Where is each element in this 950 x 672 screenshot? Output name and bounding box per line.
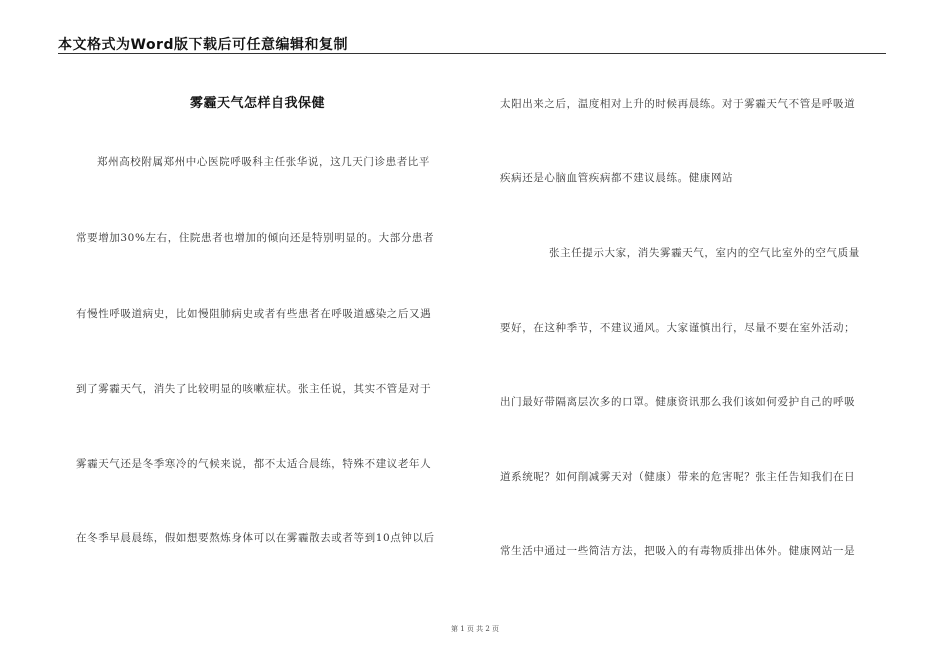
banner-text: 本文格式为Word版下载后可任意编辑和复制 (58, 37, 348, 53)
paragraph-line: 郑州高校附属郑州中心医院呼吸科主任张华说，这几天门诊患者比平 (97, 156, 430, 168)
paragraph-line: 在冬季早晨晨练，假如想要熬炼身体可以在雾霾散去或者等到10点钟以后 (76, 532, 435, 544)
paragraph-line: 到了雾霾天气，消失了比较明显的咳嗽症状。张主任说，其实不管是对于 (76, 383, 432, 395)
paragraph-line: 张主任提示大家，消失雾霾天气，室内的空气比室外的空气质量 (549, 247, 860, 259)
paragraph-line: 有慢性呼吸道病史，比如慢阻肺病史或者有些患者在呼吸道感染之后又遇 (76, 308, 432, 320)
paragraph-line: 太阳出来之后，温度相对上升的时候再晨练。对于雾霾天气不管是呼吸道 (500, 98, 856, 110)
page-footer: 第 1 页 共 2 页 (450, 625, 500, 633)
paragraph-line: 常要增加30%左右，住院患者也增加的倾向还是特别明显的。大部分患者 (76, 232, 435, 244)
paragraph-line: 雾霾天气还是冬季寒冷的气候来说，都不太适合晨练，特殊不建议老年人 (76, 458, 432, 470)
article-title: 雾霾天气怎样自我保健 (190, 96, 326, 111)
banner-rule (58, 53, 886, 54)
paragraph-line: 要好，在这种季节，不建议通风。大家谨慎出行，尽量不要在室外活动； (500, 322, 856, 334)
paragraph-line: 常生活中通过一些简洁方法，把吸入的有毒物质排出体外。健康网站一是 (500, 545, 856, 557)
paragraph-line: 道系统呢？如何削减雾天对（健康）带来的危害呢？张主任告知我们在日 (500, 471, 856, 483)
paragraph-line: 疾病还是心脑血管疾病都不建议晨练。健康网站 (500, 172, 734, 184)
paragraph-line: 出门最好带隔离层次多的口罩。健康资讯那么我们该如何爱护自己的呼吸 (500, 396, 856, 408)
